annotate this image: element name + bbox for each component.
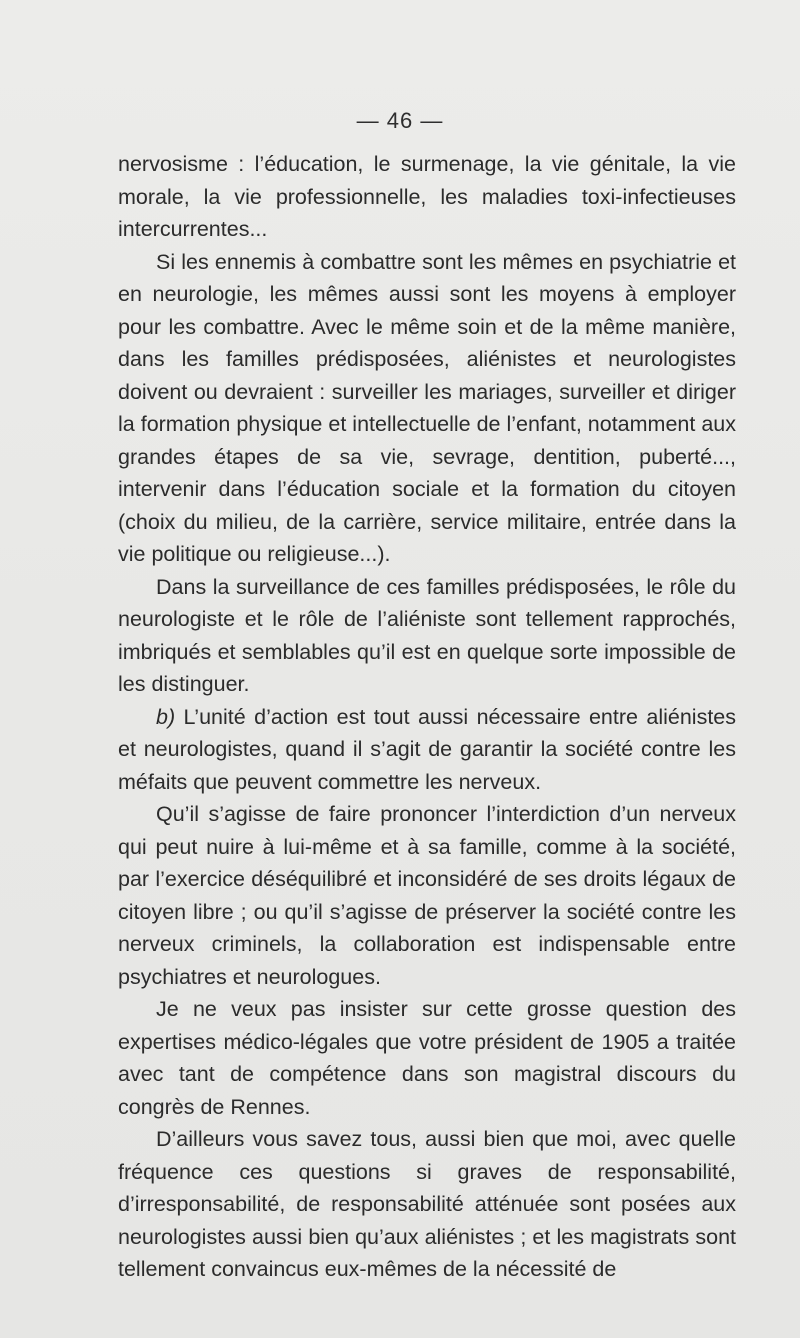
paragraph-means: Si les ennemis à combattre sont les mêmes en psychiatrie et en neurologie, les mêmes aussi sont les moyens à employer pour les combattre. Avec le même soin et de la même manière, dans les familles prédisposées, aliénistes et neurologistes doivent ou devraient : surveiller les mariages, surveiller et diriger la formation physique et intellectuelle de l’enfant, notamment aux grandes étapes de sa vie, sevrage, dentition, puberté..., intervenir dans l’éducation sociale et la formation du citoyen (choix du milieu, de la carrière, service militaire, entrée dans la vie politique ou religieuse...). — [118, 249, 736, 566]
paragraph-continuation: nervosisme : l’éducation, le surmenage, la vie génitale, la vie morale, la vie professionnelle, les maladies toxi-infectieuses intercurrentes... — [118, 152, 736, 241]
enumeration-marker: b) — [156, 704, 176, 729]
paragraph-unity — [118, 701, 736, 799]
paragraph-surveillance: Dans la surveillance de ces familles prédisposées, le rôle du neurologiste et le rôle de l’aliéniste sont tellement rapprochés, imbriqués et semblables qu’il est en quelque sorte impossible de les distinguer. — [118, 574, 736, 696]
paragraph-responsabilite: D’ailleurs vous savez tous, aussi bien que moi, avec quelle fréquence ces questions si graves de responsabilité, d’irresponsabilité, de responsabilité atténuée sont posées aux neurologistes aussi bien qu’aux aliénistes ; et les magistrats sont tellement convaincus eux-mêmes de la nécessité de — [118, 1127, 736, 1281]
paragraph-interdiction: Qu’il s’agisse de faire prononcer l’interdiction d’un nerveux qui peut nuire à lui-même et à sa famille, comme à la société, par l’exercice déséquilibré et inconsidéré de ses droits légaux de citoyen libre ; ou qu’il s’agisse de préserver la société contre les nerveux criminels, la collaboration est indispensable entre psychiatres et neurologues. — [118, 802, 736, 989]
paragraph-unity-text: L’unité d’action est tout aussi nécessaire entre aliénistes et neurologistes, quand il s’agit de garantir la société contre les méfaits que peuvent commettre les nerveux. — [118, 704, 736, 794]
paragraph-expertises: Je ne veux pas insister sur cette grosse question des expertises médico-légales que votre président de 1905 a traitée avec tant de compétence dans son magistral discours du congrès de Rennes. — [118, 997, 736, 1119]
page-number: — 46 — — [356, 108, 444, 133]
body-text — [118, 148, 736, 1286]
